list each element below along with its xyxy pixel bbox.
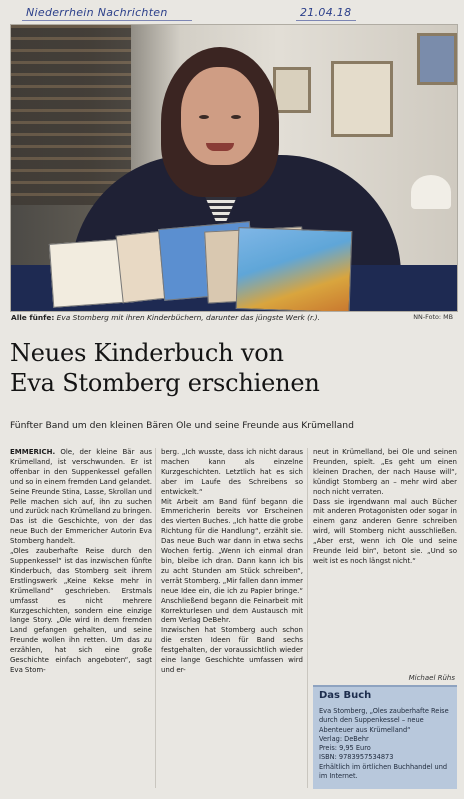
subheadline: Fünfter Band um den kleinen Bären Ole und seine Freunde aus Krümelland [10, 420, 354, 431]
handwritten-underline [296, 20, 356, 21]
book-info-box [313, 685, 457, 789]
article-column-3: neut in Krümelland, bei Ole und seinen Freunden, spielt. „Es geht um einen kleinen Drachen, der nach Hause will“, kündigt Stomberg an – mehr wird aber noch nicht verraten. Dass sie irgendwann mal auch Bücher mit anderen Protagonisten oder sogar in einem ganz anderen Genre schreiben wird, will Stomberg nicht ausschließen. „Aber erst, wenn ich Ole und seine Freunde leid bin“, betont sie. „Und so weit ist es noch längst nicht.“ [313, 448, 457, 565]
headline-line: Neues Kinderbuch von [10, 339, 284, 367]
handwritten-source: Niederrhein Nachrichten [26, 6, 168, 19]
lamp [411, 175, 451, 209]
photo-credit: NN-Foto: MB [413, 313, 453, 321]
column-text: Ole, der kleine Bär aus Krümelland, ist verschwunden. Er ist offenbar in den Suppenkessel gefallen und so in einem fremden Land gelandet. Seine Freunde Stina, Lasse, Skrollan und Pelle machen sich auf, ihn zu suchen und zurück nach Krümelland zu bringen. Das ist die Geschichte, von der das neue Buch der Emmericher Autorin Eva Stomberg handelt. „Oles zauberhafte Reise durch den Suppenkessel“ ist das inzwischen fünfte Kinderbuch, das Stomberg seit ihrem Erstlingswerk „Keine Kekse mehr in Krümelland“ geschrieben. Erstmals umfasst es nicht mehrere Kurzgeschichten, sondern eine einzige lange Story. „Ole wird in dem fremden Land gefangen gehalten, und seine Freunde wollen ihn retten. Um das zu erzählen, hat sich eine große Geschichte einfach angeboten“, sagt Eva Stom- [10, 448, 152, 674]
dateline: EMMERICH. [10, 448, 56, 456]
column-divider [155, 448, 156, 788]
wall-picture [331, 61, 393, 137]
article-column-1 [10, 448, 152, 676]
article-column-2: berg. „Ich wusste, dass ich nicht daraus machen kann als einzelne Kurzgeschichten. Letztlich hat es sich aber im Laufe des Schreibens so entwickelt.“ Mit Arbeit am Band fünf begann die Emmericherin bereits vor Erscheinen des vierten Buches. „Ich hatte die grobe Richtung für die Handlung“, erzählt sie. Das neue Buch war dann in etwa sechs Wochen fertig. „Wenn ich einmal dran bin, bleibe ich dran. Dann kann ich bis zu acht Stunden am Stück schreiben“, verrät Stomberg. „Mir fallen dann immer neue Idee ein, die ich zu Papier bringe.“ Anschließend begann die Feinarbeit mit Korrekturlesen und dem Austausch mit dem Verlag DeBehr. Inzwischen hat Stomberg auch schon die ersten Ideen für Band sechs festgehalten, der voraussichtlich wieder eine lange Geschichte umfassen wird und er- [161, 448, 303, 674]
caption-lead: Alle fünfe: [11, 313, 55, 322]
wall-picture [273, 67, 311, 113]
column-divider [307, 448, 308, 788]
photo-caption [11, 313, 455, 322]
headline-line: Eva Stomberg erschienen [10, 369, 320, 397]
info-box-title: Das Buch [319, 690, 372, 701]
eye [231, 115, 241, 119]
info-box-text: Eva Stomberg, „Oles zauberhafte Reise durch den Suppenkessel – neue Abenteuer aus Krümelland“ Verlag: DeBehr Preis: 9,95 Euro ISBN: 9783957534873 Erhältlich im örtlichen Buchhandel und im Internet. [319, 707, 449, 781]
smile [206, 143, 234, 151]
book-cover [236, 227, 353, 312]
bookshelf [11, 25, 131, 205]
wall-picture [417, 33, 457, 85]
eye [199, 115, 209, 119]
handwritten-underline [22, 20, 192, 21]
handwritten-date: 21.04.18 [300, 6, 352, 19]
caption-text: Eva Stomberg mit ihren Kinderbüchern, darunter das jüngste Werk (r.). [54, 313, 320, 322]
article-photo [10, 24, 458, 312]
author-signature: Michael Rühs [408, 674, 455, 682]
headline [10, 338, 460, 398]
